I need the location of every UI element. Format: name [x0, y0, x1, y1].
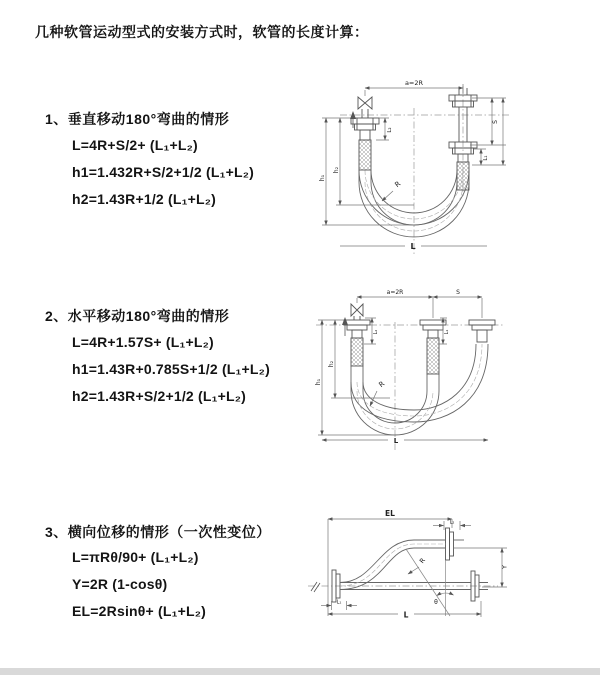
dim-label-stroke: S — [492, 120, 499, 124]
hose-centerline-curve — [340, 544, 446, 586]
diagram-horizontal-180-bend — [308, 282, 588, 454]
dim-label-el: EL — [385, 509, 395, 518]
dim-label-h1: h₁ — [315, 378, 322, 386]
section-1-formula-h1: h1=1.432R+S/2+1/2 (L₁+L₂) — [72, 164, 254, 180]
section-2-formula-h2: h2=1.43R+S/2+1/2 (L₁+L₂) — [72, 388, 247, 404]
dim-label-conn-right: L₁ — [444, 329, 450, 335]
dim-label-radius: R — [417, 556, 427, 566]
braided-hose-section — [457, 162, 469, 190]
hose-u-bend — [351, 344, 488, 435]
dim-label-conn-left: L₂ — [373, 329, 379, 335]
flange — [423, 325, 443, 330]
dim-label-stroke: S — [456, 289, 460, 296]
dim-label-conn-right: L₁ — [483, 155, 489, 161]
dimension-lines — [321, 519, 507, 617]
page-title: 几种软管运动型式的安装方式时，软管的长度计算： — [35, 24, 369, 40]
dim-label-theta: θ — [434, 599, 438, 606]
section-3-formula-y: Y=2R (1-cosθ) — [72, 576, 168, 592]
section-1-heading: 1、垂直移动180°弯曲的情形 — [45, 111, 230, 127]
flange — [344, 320, 370, 325]
flanges — [332, 528, 479, 602]
flange — [420, 320, 446, 325]
pipe-assemblies — [344, 304, 495, 374]
centerlines — [316, 322, 504, 450]
flange — [453, 148, 474, 154]
valve-icon — [351, 304, 363, 316]
dim-label-h1: h₁ — [319, 174, 326, 182]
section-2-formula-length: L=4R+1.57S+ (L₁+L₂) — [72, 334, 214, 350]
dim-label-radius: R — [393, 179, 403, 190]
dim-label-radius: R — [377, 379, 387, 390]
braided-hose-section — [351, 338, 363, 366]
dim-label-conn-left: L₂ — [387, 127, 393, 133]
page-bottom-edge — [0, 668, 600, 675]
dim-label-length: L — [393, 437, 399, 445]
dim-label-conn-left: L₁ — [336, 599, 342, 606]
braided-hose-section — [427, 338, 439, 374]
flange — [355, 124, 376, 130]
section-3-heading: 3、横向位移的情形（一次性变位） — [45, 524, 271, 540]
section-2-formula-h1: h1=1.43R+0.785S+1/2 (L₁+L₂) — [72, 361, 270, 377]
dim-label-length: L — [403, 610, 409, 620]
valve-icon — [358, 97, 372, 109]
dim-label-y: Y — [500, 565, 509, 569]
diagram-lateral-displacement — [302, 504, 595, 648]
section-3-formula-el: EL=2Rsinθ+ (L₁+L₂) — [72, 603, 207, 619]
flange — [446, 528, 450, 560]
dim-label-h2: h₂ — [328, 360, 335, 368]
dim-label-span: a=2R — [386, 289, 404, 296]
flow-arrow — [342, 317, 348, 325]
section-3-formula-length: L=πRθ/90+ (L₁+L₂) — [72, 549, 199, 565]
flange — [472, 325, 492, 330]
flange — [469, 320, 495, 325]
dim-label-span: a=2R — [404, 79, 424, 87]
dim-label-h2: h₂ — [333, 166, 340, 174]
dimension-lines — [318, 297, 488, 440]
flange — [450, 532, 454, 556]
dim-label-conn-top: L₂ — [449, 519, 455, 526]
left-pipe-assembly — [351, 97, 379, 170]
braided-hose-section — [359, 140, 371, 170]
section-1-formula-h2: h2=1.43R+1/2 (L₁+L₂) — [72, 191, 217, 207]
flange — [347, 325, 367, 330]
pipe-break-mark — [311, 582, 320, 592]
section-2-heading: 2、水平移动180°弯曲的情形 — [45, 308, 230, 324]
section-1-formula-length: L=4R+S/2+ (L₁+L₂) — [72, 137, 198, 153]
dim-label-length: L — [410, 242, 416, 251]
diagram-vertical-180-bend — [310, 70, 582, 258]
